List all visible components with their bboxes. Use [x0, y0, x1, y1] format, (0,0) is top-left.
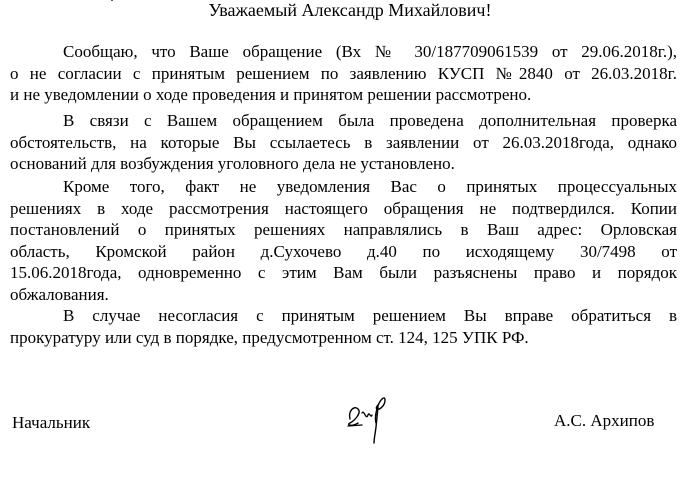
- paragraph-line: обжалования.: [10, 284, 109, 304]
- salutation: Уважаемый Александр Михайлович!: [208, 0, 492, 20]
- paragraph-line: обстоятельств, на которые Вы ссылаетесь в заявлении от 26.03.2018года, однако: [10, 132, 677, 152]
- paragraph-line: о не согласии с принятым решением по заявлению КУСП №2840 от 26.03.2018г.: [10, 63, 677, 83]
- paragraph-line: постановлений о принятых решениях направлялись в Ваш адрес: Орловская: [10, 220, 677, 239]
- paragraph-4: [10, 305, 677, 348]
- paragraph-line: и не уведомлении о ходе проведения и принятом решении рассмотрено.: [10, 85, 532, 104]
- paragraph-2: [10, 110, 677, 175]
- signer-name: А.С. Архипов: [554, 411, 655, 430]
- paragraph-line: оснований для возбуждения уголовного дела не установлено.: [10, 154, 455, 173]
- handwritten-signature: [338, 393, 394, 445]
- paragraph-line: Сообщаю, что Ваше обращение (Вх № 30/187709061539 от 29.06.2018г.),: [63, 42, 677, 61]
- paragraph-line: решениях в ходе рассмотрения настоящего обращения не подтвердился. Копии: [10, 198, 677, 218]
- paragraph-3: [10, 176, 677, 305]
- paragraph-line: Кроме того, факт не уведомления Вас о принятых процессуальных: [63, 177, 677, 196]
- paragraph-line: 15.06.2018года, одновременно с этим Вам были разъяснены право и порядок: [10, 263, 677, 282]
- paragraph-line: В связи с Вашем обращением была проведена дополнительная проверка: [63, 111, 677, 130]
- paragraph-1: [10, 41, 677, 106]
- paragraph-line: В случае несогласия с принятым решением Вы вправе обратиться в: [63, 306, 677, 325]
- signer-title: Начальник: [12, 413, 91, 432]
- paragraph-line: область, Кромской район д.Сухочево д.40 по исходящему 30/7498 от: [10, 241, 677, 261]
- paragraph-line: прокуратуру или суд в порядке, предусмотренном ст. 124, 125 УПК РФ.: [10, 327, 529, 347]
